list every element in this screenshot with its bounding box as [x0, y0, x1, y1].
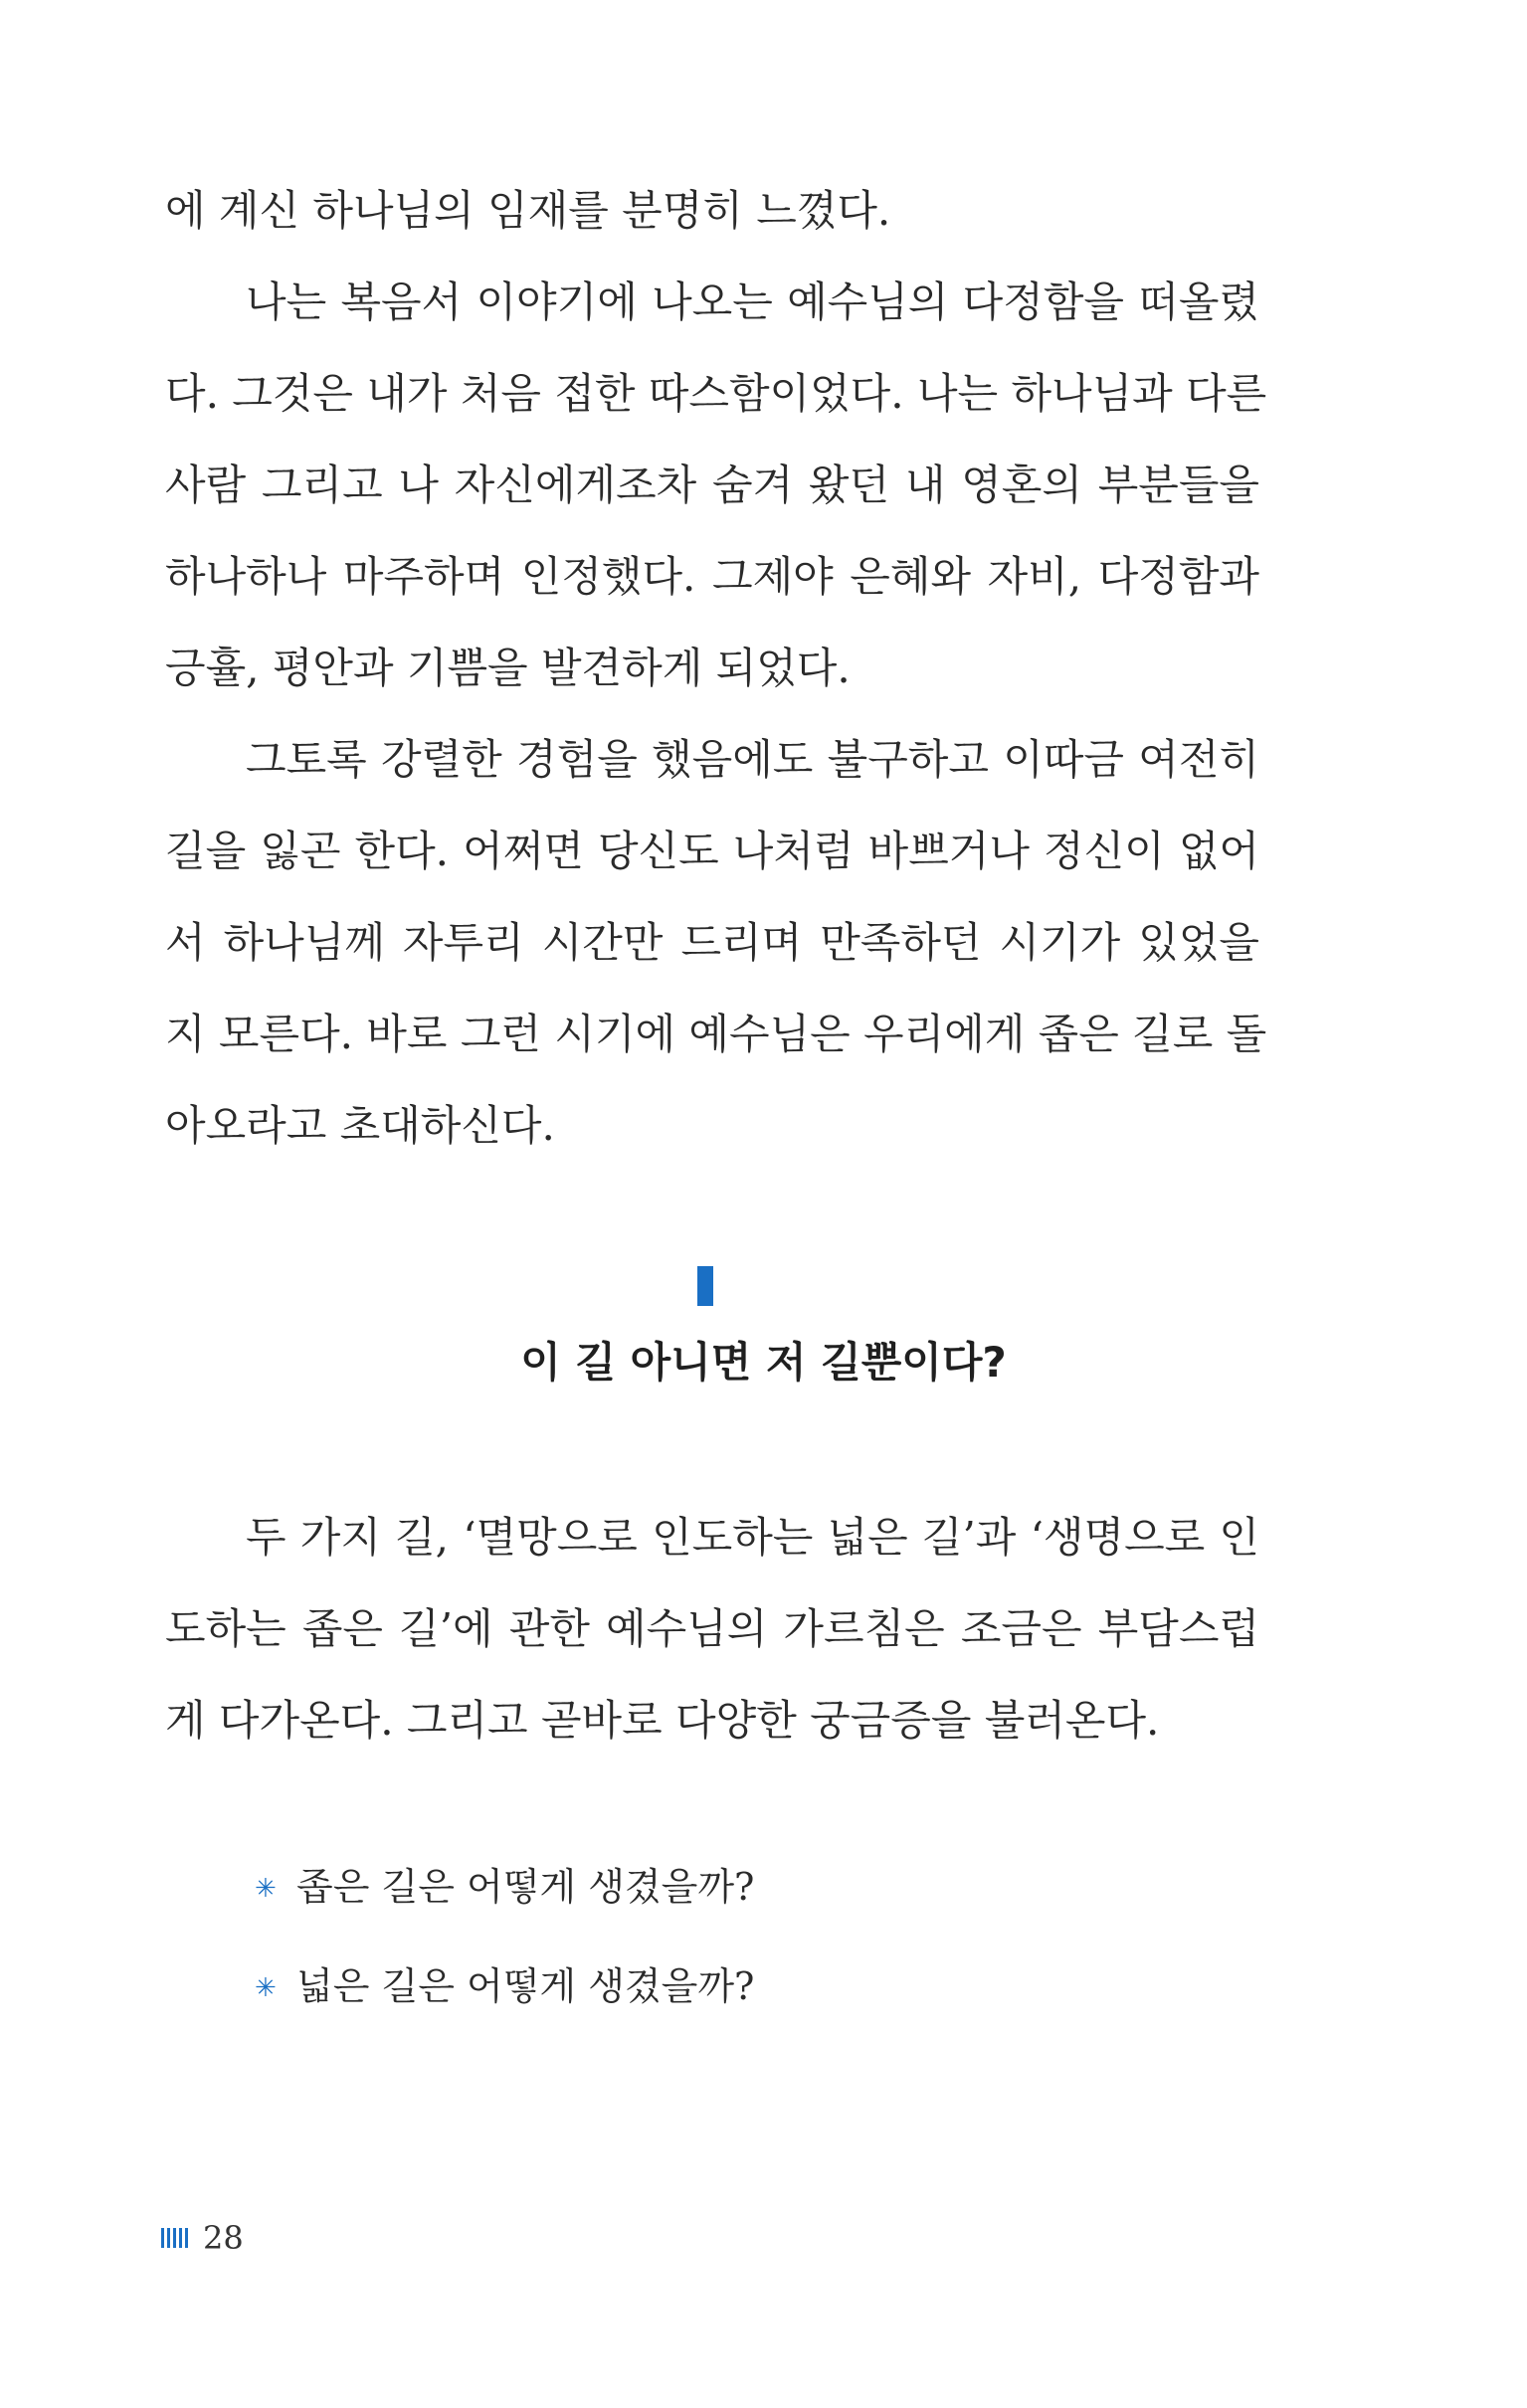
body-text-block [165, 165, 1267, 1172]
body-line: 길을 잃곤 한다. 어쩌면 당신도 나처럼 바쁘거나 정신이 없어 [165, 827, 1259, 875]
section-marker [697, 1266, 713, 1306]
section-text-block [165, 1492, 1259, 1766]
body-line: 에 계신 하나님의 임재를 분명히 느꼈다. [165, 186, 891, 235]
body-line: 아오라고 초대하신다. [165, 1101, 555, 1150]
body-line: 게 다가온다. 그리고 곧바로 다양한 궁금증을 불러온다. [165, 1696, 1160, 1745]
body-line: 그토록 강렬한 경험을 했음에도 불구하고 이따금 여전히 [246, 735, 1259, 784]
body-line: 하나하나 마주하며 인정했다. 그제야 은혜와 자비, 다정함과 [165, 552, 1259, 601]
asterisk-icon: ✳ [255, 1973, 277, 2003]
page-number: 28 [203, 2219, 244, 2257]
body-line: 긍휼, 평안과 기쁨을 발견하게 되었다. [165, 644, 851, 692]
body-line: 나는 복음서 이야기에 나오는 예수님의 다정함을 떠올렸 [246, 278, 1259, 326]
list-item [255, 1951, 754, 2051]
body-line: 다. 그것은 내가 처음 접한 따스함이었다. 나는 하나님과 다른 [165, 369, 1267, 418]
question-text: 넓은 길은 어떻게 생겼을까? [296, 1964, 755, 2008]
body-line: 서 하나님께 자투리 시간만 드리며 만족하던 시기가 있었을 [165, 918, 1259, 967]
page-bars-icon [161, 2227, 191, 2249]
body-line: 지 모른다. 바로 그런 시기에 예수님은 우리에게 좁은 길로 돌 [165, 1010, 1267, 1058]
body-line: 도하는 좁은 길’에 관한 예수님의 가르침은 조금은 부담스럽 [165, 1604, 1259, 1653]
asterisk-icon: ✳ [255, 1874, 277, 1904]
section-heading: 이 길 아니면 저 길뿐이다? [520, 1338, 1007, 1387]
question-text: 좁은 길은 어떻게 생겼을까? [296, 1865, 755, 1909]
page-footer [161, 2218, 244, 2258]
question-list [255, 1852, 754, 2051]
list-item [255, 1852, 754, 1951]
body-line: 사람 그리고 나 자신에게조차 숨겨 왔던 내 영혼의 부분들을 [165, 461, 1259, 509]
body-line: 두 가지 길, ‘멸망으로 인도하는 넓은 길’과 ‘생명으로 인 [246, 1513, 1259, 1562]
